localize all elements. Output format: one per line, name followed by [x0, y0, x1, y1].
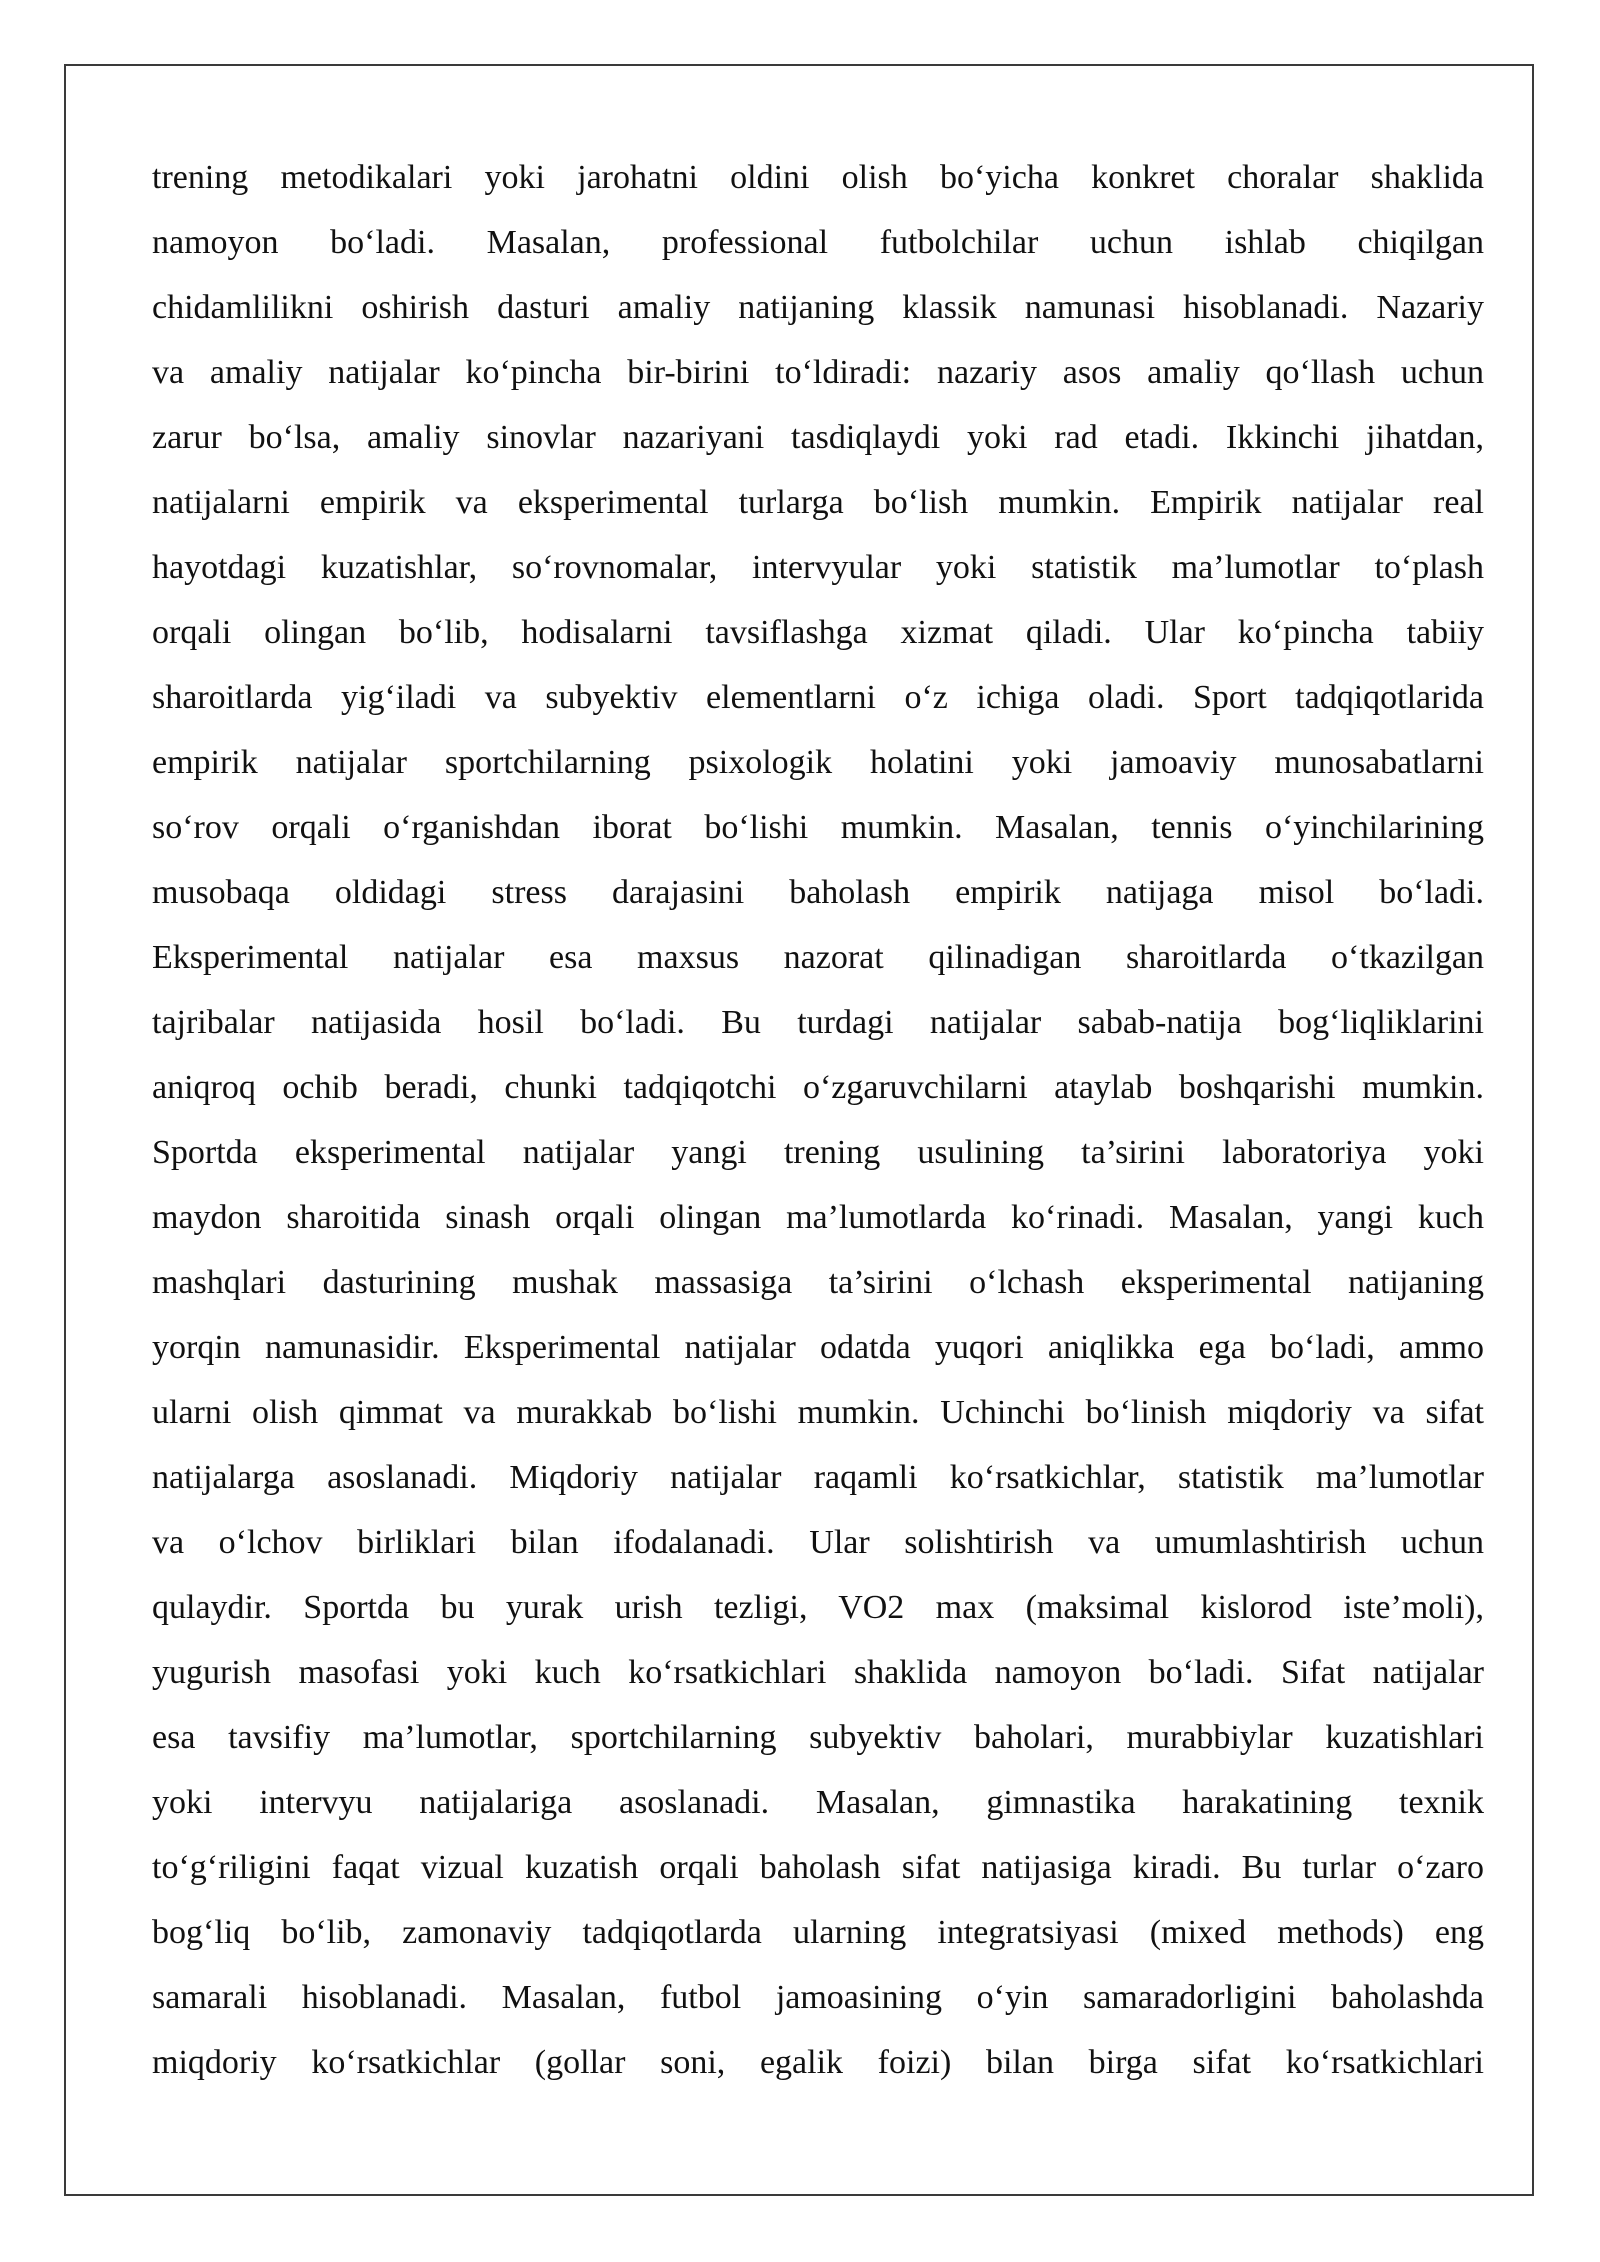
text-line: qulaydir. Sportda bu yurak urish tezligi, VO2 max (maksimal kislorod iste’moli), [152, 1589, 1484, 1626]
text-line: esa tavsifiy ma’lumotlar, sportchilarning subyektiv baholari, murabbiylar kuzatishlari [152, 1719, 1484, 1756]
text-line: empirik natijalar sportchilarning psixologik holatini yoki jamoaviy munosabatlarni [152, 744, 1484, 781]
text-line: natijalarni empirik va eksperimental turlarga bo‘lish mumkin. Empirik natijalar real [152, 484, 1484, 521]
text-line: Sportda eksperimental natijalar yangi trening usulining ta’sirini laboratoriya yoki [152, 1134, 1484, 1171]
text-line: va amaliy natijalar ko‘pincha bir-birini to‘ldiradi: nazariy asos amaliy qo‘llash uchun [152, 354, 1484, 391]
text-line: va o‘lchov birliklari bilan ifodalanadi. Ular solishtirish va umumlashtirish uchun [152, 1524, 1484, 1561]
text-line: tajribalar natijasida hosil bo‘ladi. Bu turdagi natijalar sabab-natija bog‘liqliklarini [152, 1004, 1484, 1041]
text-line: mashqlari dasturining mushak massasiga ta’sirini o‘lchash eksperimental natijaning [152, 1264, 1484, 1301]
text-line: yorqin namunasidir. Eksperimental natijalar odatda yuqori aniqlikka ega bo‘ladi, ammo [152, 1329, 1484, 1366]
text-line: samarali hisoblanadi. Masalan, futbol jamoasining o‘yin samaradorligini baholashda [152, 1979, 1484, 2016]
text-line: namoyon bo‘ladi. Masalan, professional futbolchilar uchun ishlab chiqilgan [152, 224, 1484, 261]
text-line: aniqroq ochib beradi, chunki tadqiqotchi o‘zgaruvchilarni ataylab boshqarishi mumkin. [152, 1069, 1484, 1106]
text-line: hayotdagi kuzatishlar, so‘rovnomalar, intervyular yoki statistik ma’lumotlar to‘plash [152, 549, 1484, 586]
text-line: yoki intervyu natijalariga asoslanadi. Masalan, gimnastika harakatining texnik [152, 1784, 1484, 1821]
text-line: Eksperimental natijalar esa maxsus nazorat qilinadigan sharoitlarda o‘tkazilgan [152, 939, 1484, 976]
text-line: ularni olish qimmat va murakkab bo‘lishi mumkin. Uchinchi bo‘linish miqdoriy va sifat [152, 1394, 1484, 1431]
text-line: trening metodikalari yoki jarohatni oldini olish bo‘yicha konkret choralar shaklida [152, 159, 1484, 196]
text-line: maydon sharoitida sinash orqali olingan ma’lumotlarda ko‘rinadi. Masalan, yangi kuch [152, 1199, 1484, 1236]
text-line: zarur bo‘lsa, amaliy sinovlar nazariyani tasdiqlaydi yoki rad etadi. Ikkinchi jihatdan, [152, 419, 1484, 456]
document-body-text [152, 145, 1484, 2095]
text-line: natijalarga asoslanadi. Miqdoriy natijalar raqamli ko‘rsatkichlar, statistik ma’lumotlar [152, 1459, 1484, 1496]
text-line: musobaqa oldidagi stress darajasini baholash empirik natijaga misol bo‘ladi. [152, 874, 1484, 911]
text-line: bog‘liq bo‘lib, zamonaviy tadqiqotlarda ularning integratsiyasi (mixed methods) eng [152, 1914, 1484, 1951]
text-line: so‘rov orqali o‘rganishdan iborat bo‘lishi mumkin. Masalan, tennis o‘yinchilarining [152, 809, 1484, 846]
text-line: miqdoriy ko‘rsatkichlar (gollar soni, egalik foizi) bilan birga sifat ko‘rsatkichlari [152, 2044, 1484, 2081]
text-line: sharoitlarda yig‘iladi va subyektiv elementlarni o‘z ichiga oladi. Sport tadqiqotlarida [152, 679, 1484, 716]
text-line: orqali olingan bo‘lib, hodisalarni tavsiflashga xizmat qiladi. Ular ko‘pincha tabiiy [152, 614, 1484, 651]
text-line: yugurish masofasi yoki kuch ko‘rsatkichlari shaklida namoyon bo‘ladi. Sifat natijalar [152, 1654, 1484, 1691]
text-line: to‘g‘riligini faqat vizual kuzatish orqali baholash sifat natijasiga kiradi. Bu turlar o‘zaro [152, 1849, 1484, 1886]
text-line: chidamlilikni oshirish dasturi amaliy natijaning klassik namunasi hisoblanadi. Nazariy [152, 289, 1484, 326]
